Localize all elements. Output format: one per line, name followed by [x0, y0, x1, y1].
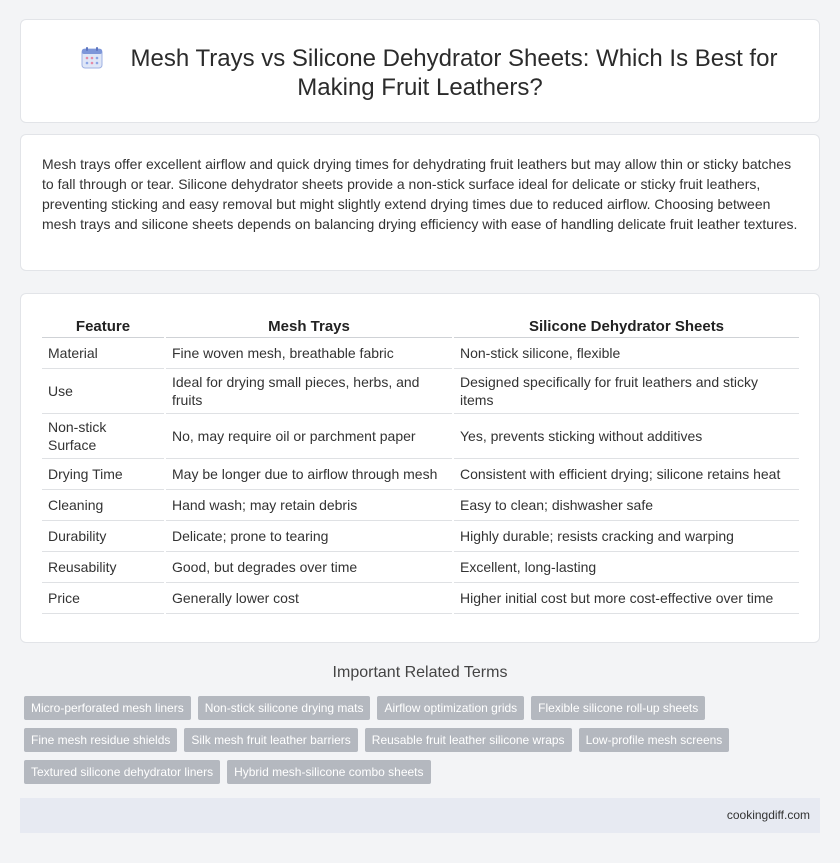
mesh-cell: Generally lower cost	[165, 583, 453, 614]
related-term-tag[interactable]: Silk mesh fruit leather barriers	[184, 728, 357, 752]
header-silicone-sheets: Silicone Dehydrator Sheets	[453, 315, 799, 338]
table-row	[42, 521, 799, 552]
silicone-cell: Easy to clean; dishwasher safe	[453, 490, 799, 521]
related-terms-title: Important Related Terms	[332, 664, 508, 681]
feature-cell: Material	[42, 338, 165, 369]
footer	[20, 798, 820, 833]
page-title-line2: Making Fruit Leathers?	[297, 74, 543, 101]
intro-paragraph: Mesh trays offer excellent airflow and quick drying times for dehydrating fruit leathers but may allow thin or sticky batches to fall through or tear. Silicone dehydrator sheets provide a non-stick surface ideal for delicate or sticky fruit leathers, preventing sticking and easy removal but might slightly extend drying times due to reduced airflow. Choosing between mesh trays and silicone sheets depends on balancing drying efficiency with ease of handling delicate fruit leather textures.	[42, 156, 798, 232]
table-row	[42, 338, 799, 369]
related-term-tag[interactable]: Fine mesh residue shields	[24, 728, 177, 752]
related-term-tag[interactable]: Airflow optimization grids	[377, 696, 524, 720]
table-row	[42, 369, 799, 414]
feature-cell: Durability	[42, 521, 165, 552]
footer-site-link[interactable]: cookingdiff.com	[726, 808, 810, 822]
feature-cell: Non-stick Surface	[42, 414, 165, 459]
silicone-cell: Yes, prevents sticking without additives	[453, 414, 799, 459]
silicone-cell: Designed specifically for fruit leathers and sticky items	[453, 369, 799, 414]
related-term-tag[interactable]: Low-profile mesh screens	[579, 728, 730, 752]
page-title	[63, 44, 778, 102]
intro-card	[20, 134, 820, 271]
mesh-cell: No, may require oil or parchment paper	[165, 414, 453, 459]
silicone-cell: Consistent with efficient drying; silicone retains heat	[453, 459, 799, 490]
related-term-tag[interactable]: Non-stick silicone drying mats	[198, 696, 371, 720]
title-card	[20, 19, 820, 123]
silicone-cell: Higher initial cost but more cost-effective over time	[453, 583, 799, 614]
related-term-tag[interactable]: Textured silicone dehydrator liners	[24, 760, 220, 784]
mesh-cell: Hand wash; may retain debris	[165, 490, 453, 521]
tag-row	[24, 760, 824, 784]
table-row	[42, 552, 799, 583]
related-terms-list	[24, 696, 824, 792]
silicone-cell: Highly durable; resists cracking and warping	[453, 521, 799, 552]
table-row	[42, 414, 799, 459]
related-term-tag[interactable]: Reusable fruit leather silicone wraps	[365, 728, 572, 752]
mesh-cell: Delicate; prone to tearing	[165, 521, 453, 552]
feature-cell: Reusability	[42, 552, 165, 583]
mesh-cell: Fine woven mesh, breathable fabric	[165, 338, 453, 369]
silicone-cell: Non-stick silicone, flexible	[453, 338, 799, 369]
mesh-cell: Good, but degrades over time	[165, 552, 453, 583]
feature-cell: Cleaning	[42, 490, 165, 521]
related-term-tag[interactable]: Flexible silicone roll-up sheets	[531, 696, 705, 720]
tag-row	[24, 696, 824, 720]
mesh-cell: May be longer due to airflow through mesh	[165, 459, 453, 490]
comparison-card	[20, 293, 820, 643]
feature-cell: Drying Time	[42, 459, 165, 490]
table-row	[42, 583, 799, 614]
header-mesh-trays: Mesh Trays	[165, 315, 453, 338]
table-header-row	[42, 315, 799, 338]
silicone-cell: Excellent, long-lasting	[453, 552, 799, 583]
header-feature: Feature	[42, 315, 165, 338]
mesh-cell: Ideal for drying small pieces, herbs, and fruits	[165, 369, 453, 414]
related-term-tag[interactable]: Hybrid mesh-silicone combo sheets	[227, 760, 430, 784]
tag-row	[24, 728, 824, 752]
related-term-tag[interactable]: Micro-perforated mesh liners	[24, 696, 191, 720]
page-title-line1: Mesh Trays vs Silicone Dehydrator Sheets: Which Is Best for	[130, 45, 778, 72]
table-row	[42, 490, 799, 521]
feature-cell: Use	[42, 369, 165, 414]
table-row	[42, 459, 799, 490]
comparison-table	[42, 315, 799, 614]
feature-cell: Price	[42, 583, 165, 614]
